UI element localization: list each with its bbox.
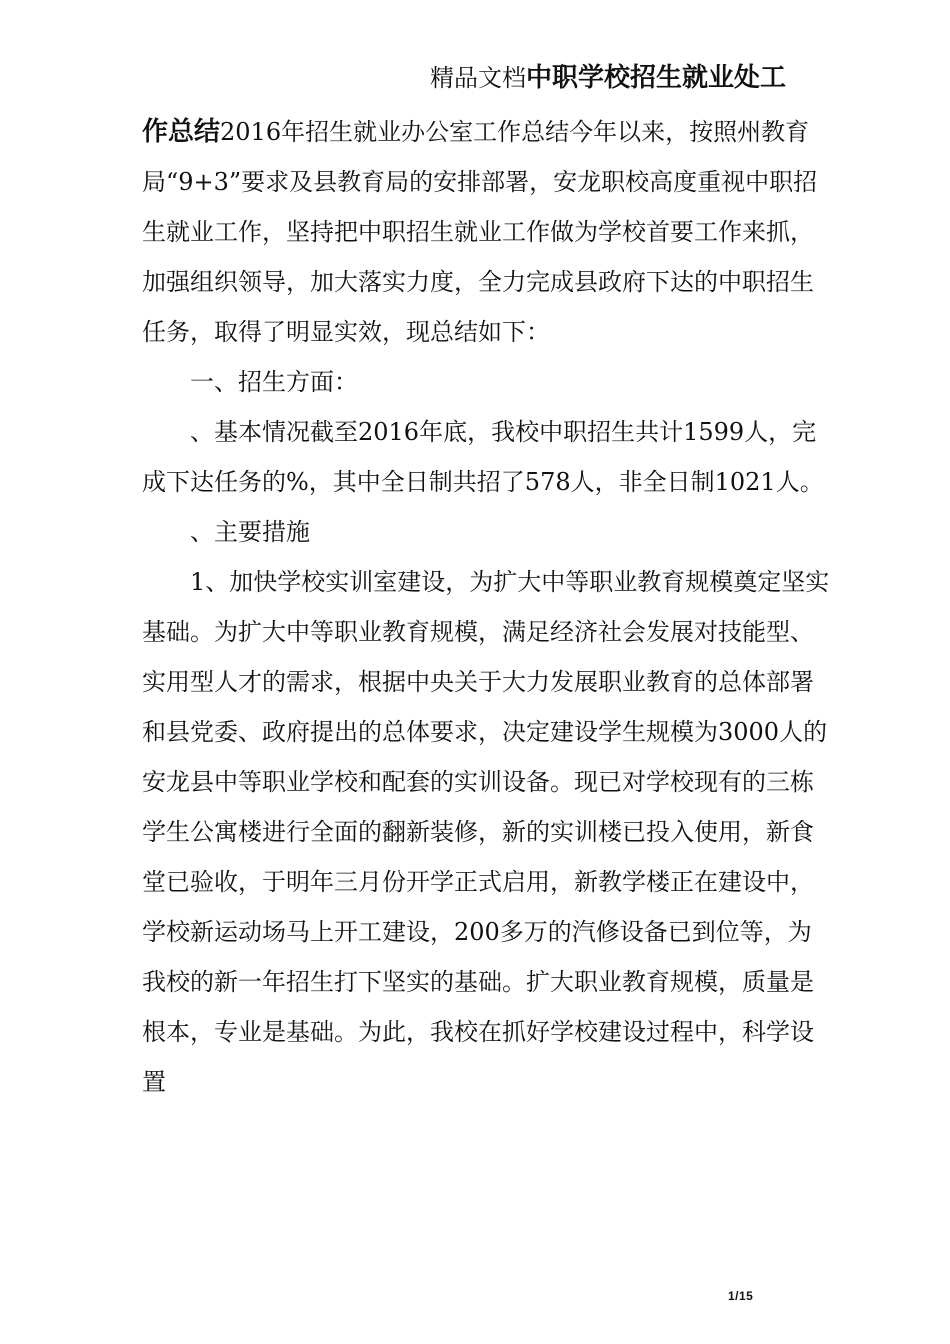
paragraph-intro-text: 2016年招生就业办公室工作总结今年以来，按照州教育局“9+3”要求及县教育局的安排部署，安龙职校高度重视中职招生就业工作，坚持把中职招生就业工作做为学校首要工作来抓，加强组织领导，加大落实力度，全力完成县政府下达的中职招生任务，取得了明显实效，现总结如下： [142,118,818,346]
document-title-first-part: 中职学校招生就业处工 [526,63,787,93]
document-body [142,107,832,1107]
paragraph-intro [142,107,832,357]
section-heading-enrollment: 一、招生方面： [190,368,358,396]
paragraph-basic-situation: 、基本情况截至2016年底，我校中职招生共计1599人，完成下达任务的%，其中全日制共招了578人，非全日制1021人。 [142,418,824,496]
document-title-second-part: 作总结 [142,117,221,147]
page-number: 1/15 [728,1289,754,1303]
header-line [430,58,786,98]
paragraph-measure-1: 1、加快学校实训室建设，为扩大中等职业教育规模奠定坚实基础。为扩大中等职业教育规模，满足经济社会发展对技能型、实用型人才的需求，根据中央关于大力发展职业教育的总体部署和县党委、政府提出的总体要求，决定建设学生规模为3000人的安龙县中等职业学校和配套的实训设备。现已对学校现有的三栋学生公寓楼进行全面的翻新装修，新的实训楼已投入使用，新食堂已验收，于明年三月份开学正式启用，新教学楼正在建设中，学校新运动场马上开工建设，200多万的汽修设备已到位等，为我校的新一年招生打下坚实的基础。扩大职业教育规模，质量是根本，专业是基础。为此，我校在抓好学校建设过程中，科学设置 [142,568,830,1096]
subsection-heading-main-measures: 、主要措施 [190,518,310,546]
header-prefix: 精品文档 [430,64,526,92]
